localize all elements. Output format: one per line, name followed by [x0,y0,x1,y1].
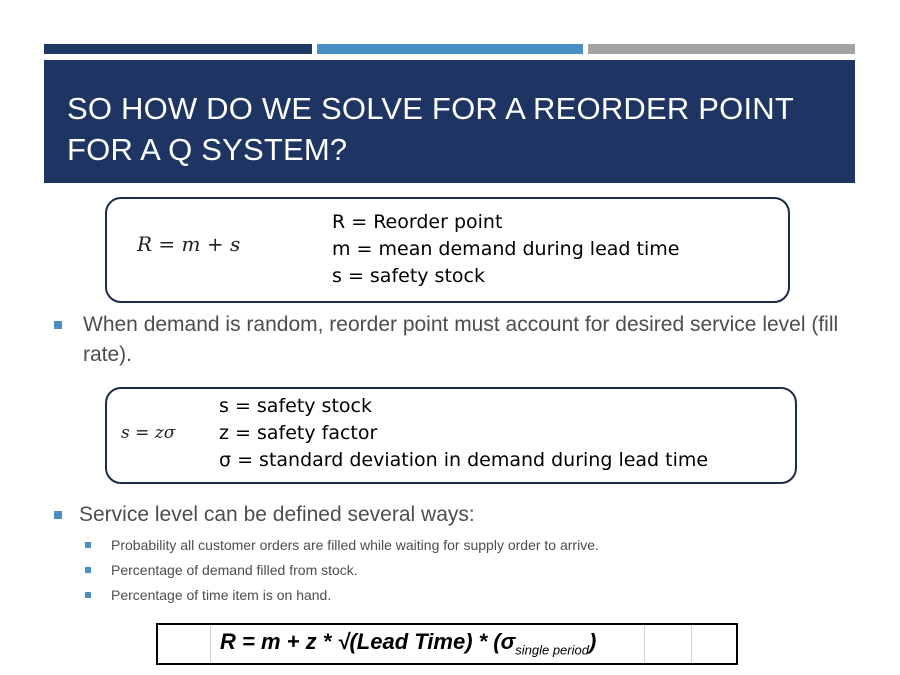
definition-item: m = mean demand during lead time [332,238,680,260]
accent-bar-gray [588,44,855,54]
formula-main: R = m + z * √(Lead Time) * (σ [220,629,516,654]
formula-subscript: single period [515,642,589,658]
definition-item: R = Reorder point [332,211,503,233]
bullet-random-demand [54,310,844,370]
square-bullet-icon [85,567,91,573]
sub-bullet [85,560,358,580]
safety-stock-definitions [219,393,708,474]
sub-bullet-text: Percentage of demand filled from stock. [111,562,358,578]
definition-item: σ = standard deviation in demand during lead time [219,449,709,471]
definition-item: s = safety stock [219,395,372,417]
accent-bar-light [317,44,583,54]
definition-item: s = safety stock [332,265,485,287]
sub-bullet-text: Probability all customer orders are filled while waiting for supply order to arrive. [111,537,599,553]
title-block [44,60,855,183]
sub-bullet [85,535,599,555]
reorder-formula [220,629,596,657]
reorder-point-box [105,197,790,303]
definition-item: z = safety factor [219,422,378,444]
square-bullet-icon [54,321,62,329]
sub-bullet-text: Percentage of time item is on hand. [111,587,332,603]
bullet-service-level [54,500,844,530]
slide-title: SO HOW DO WE SOLVE FOR A REORDER POINT FOR A Q SYSTEM? [67,91,794,167]
square-bullet-icon [54,511,62,519]
sub-bullet [85,585,331,605]
reorder-point-equation: R = m + s [137,232,241,256]
square-bullet-icon [85,592,91,598]
accent-bar-dark [44,44,312,54]
safety-stock-equation: s = zσ [121,423,176,443]
square-bullet-icon [85,542,91,548]
reorder-point-definitions [332,209,679,290]
reorder-formula-image [156,623,738,665]
bullet-text: Service level can be defined several ways: [79,503,475,526]
bullet-text: When demand is random, reorder point must account for desired service level (fill rate). [83,313,839,366]
safety-stock-box [105,387,797,484]
formula-close: ) [588,629,597,654]
